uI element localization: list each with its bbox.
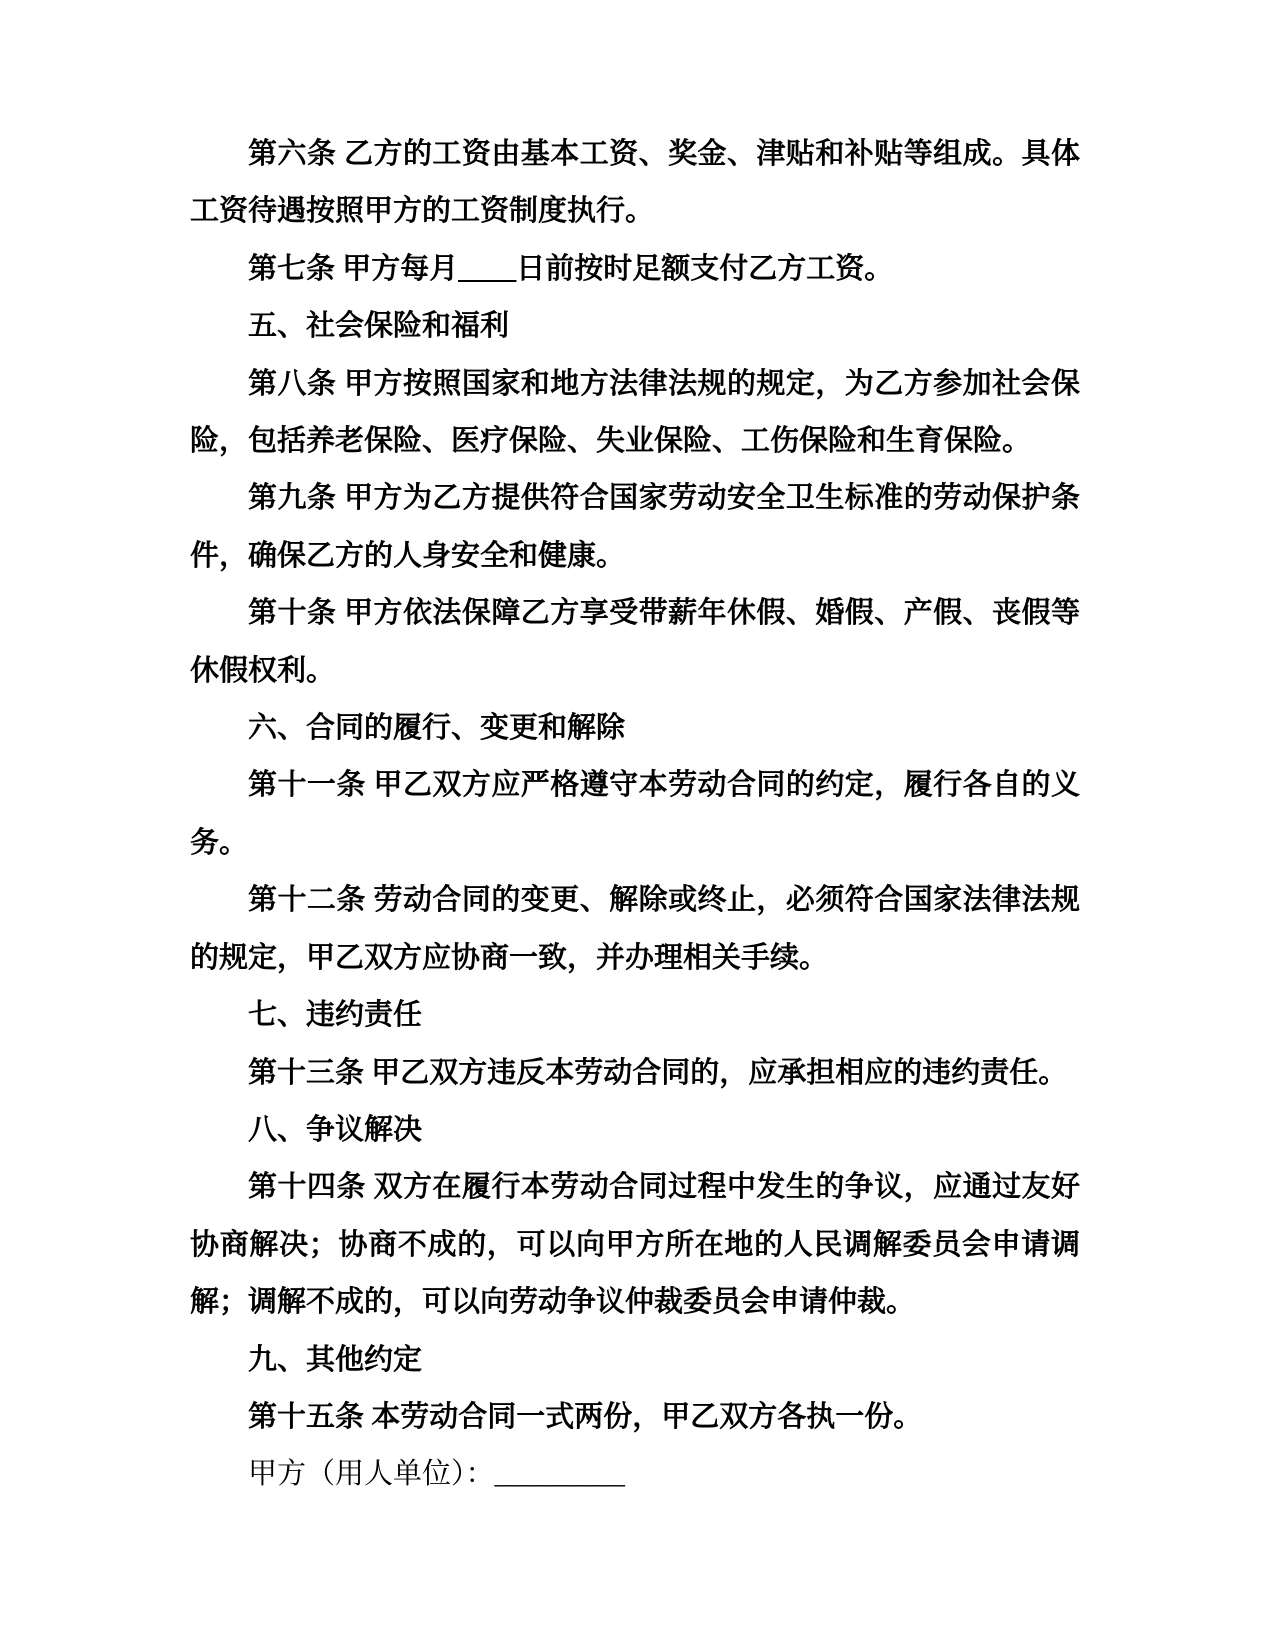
contract-section-heading-5: 五、社会保险和福利: [248, 310, 510, 343]
contract-article-13: 第十三条 甲乙双方违反本劳动合同的，应承担相应的违约责任。: [248, 1056, 1068, 1089]
contract-article-11: 第十一条 甲乙双方应严格遵守本劳动合同的约定，履行各自的义务。: [190, 769, 1080, 859]
contract-body: [190, 126, 1080, 1504]
contract-article-12: 第十二条 劳动合同的变更、解除或终止，必须符合国家法律法规的规定，甲乙双方应协商一致，并办理相关手续。: [190, 884, 1080, 974]
contract-article-10: 第十条 甲方依法保障乙方享受带薪年休假、婚假、产假、丧假等休假权利。: [190, 597, 1080, 687]
party-a-signature-line: 甲方（用人单位）：_________: [248, 1458, 626, 1491]
contract-section-heading-7: 七、违约责任: [248, 999, 423, 1032]
contract-article-9: 第九条 甲方为乙方提供符合国家劳动安全卫生标准的劳动保护条件，确保乙方的人身安全和健康。: [190, 482, 1080, 572]
contract-section-heading-6: 六、合同的履行、变更和解除: [248, 712, 626, 745]
contract-article-6: 第六条 乙方的工资由基本工资、奖金、津贴和补贴等组成。具体工资待遇按照甲方的工资制度执行。: [190, 138, 1080, 228]
contract-article-7: 第七条 甲方每月____日前按时足额支付乙方工资。: [248, 252, 894, 285]
contract-section-heading-9: 九、其他约定: [248, 1343, 423, 1376]
contract-article-8: 第八条 甲方按照国家和地方法律法规的规定，为乙方参加社会保险，包括养老保险、医疗保险、失业保险、工伤保险和生育保险。: [190, 367, 1080, 458]
contract-article-14: 第十四条 双方在履行本劳动合同过程中发生的争议，应通过友好协商解决；协商不成的，可以向甲方所在地的人民调解委员会申请调解；调解不成的，可以向劳动争议仲裁委员会申请仲裁。: [190, 1171, 1080, 1319]
contract-article-15: 第十五条 本劳动合同一式两份，甲乙双方各执一份。: [248, 1400, 923, 1433]
contract-section-heading-8: 八、争议解决: [248, 1113, 423, 1146]
